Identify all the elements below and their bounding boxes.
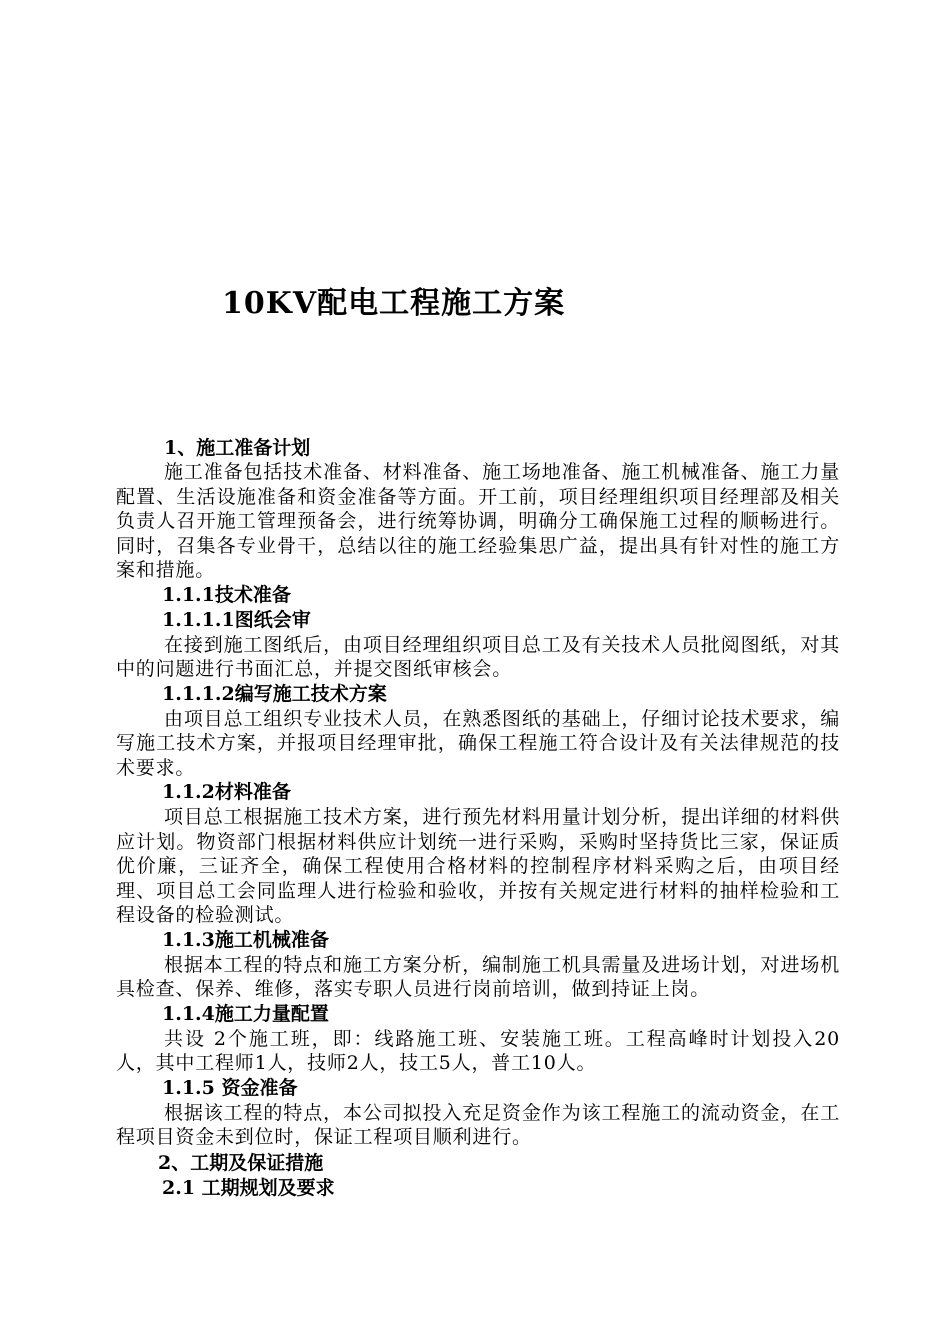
paragraph-machinery-preparation: 根据本工程的特点和施工方案分析，编制施工机具需量及进场计划，对进场机具检查、保养、维修，落实专职人员进行岗前培训，做到持证上岗。 (116, 953, 840, 1000)
paragraph-preparation-overview: 施工准备包括技术准备、材料准备、施工场地准备、施工机械准备、施工力量配置、生活设施准备和资金准备等方面。开工前，项目经理组织项目经理部及相关负责人召开施工管理预备会，进行统筹协调，明确分工确保施工过程的顺畅进行。同时，召集各专业骨干，总结以往的施工经验集思广益，提出具有针对性的施工方案和措施。 (116, 461, 840, 581)
subheading-workforce-allocation: 1.1.4施工力量配置 (162, 1002, 329, 1025)
section-heading-schedule: 2、工期及保证措施 (158, 1151, 324, 1174)
subheading-material-preparation: 1.1.2材料准备 (162, 781, 291, 803)
document-body (116, 436, 840, 1201)
subheading-machinery-preparation: 1.1.3施工机械准备 (162, 928, 329, 951)
paragraph-material-preparation: 项目总工根据施工技术方案，进行预先材料用量计划分析，提出详细的材料供应计划。物资部门根据材料供应计划统一进行采购，采购时坚持货比三家，保证质优价廉，三证齐全，确保工程使用合格材料的控制程序材料采购之后，由项目经理、项目总工会同监理人进行检验和验收，并按有关规定进行材料的抽样检验和工程设备的检验测试。 (116, 806, 840, 926)
subheading-drawing-review: 1.1.1.1图纸会审 (162, 608, 311, 631)
paragraph-workforce-allocation: 共设 2个施工班，即：线路施工班、安装施工班。工程高峰时计划投入20人，其中工程师1人，技师2人，技工5人，普工10人。 (116, 1027, 840, 1074)
subheading-technical-plan: 1.1.1.2编写施工技术方案 (162, 682, 387, 705)
subheading-funding-preparation: 1.1.5 资金准备 (162, 1076, 298, 1099)
document-title: 10KV配电工程施工方案 (222, 286, 566, 321)
subheading-technical-preparation: 1.1.1技术准备 (162, 583, 291, 606)
section-heading-preparation-plan: 1、施工准备计划 (164, 437, 311, 459)
paragraph-drawing-review: 在接到施工图纸后，由项目经理组织项目总工及有关技术人员批阅图纸，对其中的问题进行书面汇总，并提交图纸审核会。 (116, 633, 840, 680)
subheading-schedule-planning: 2.1 工期规划及要求 (162, 1176, 335, 1199)
paragraph-funding-preparation: 根据该工程的特点，本公司拟投入充足资金作为该工程施工的流动资金，在工程项目资金未到位时，保证工程项目顺利进行。 (116, 1101, 840, 1148)
paragraph-technical-plan: 由项目总工组织专业技术人员，在熟悉图纸的基础上，仔细讨论技术要求，编写施工技术方案，并报项目经理审批，确保工程施工符合设计及有关法律规范的技术要求。 (116, 707, 840, 779)
